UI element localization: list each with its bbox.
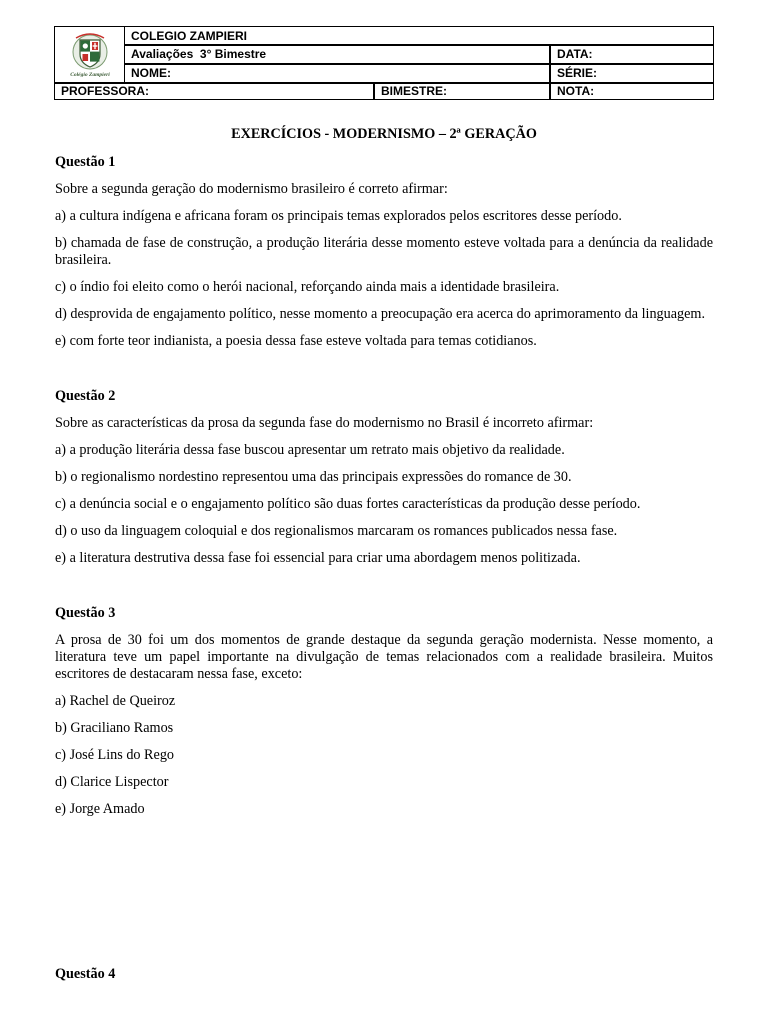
question-2-option-d: d) o uso da linguagem coloquial e dos regionalismos marcaram os romances publicados nessa fase. [55, 523, 618, 539]
question-3-option-c: c) José Lins do Rego [55, 747, 175, 763]
logo-text: Colégio Zampieri [70, 72, 110, 78]
question-3-option-a: a) Rachel de Queiroz [55, 693, 176, 709]
logo-cell [55, 27, 125, 83]
question-1-option-a: a) a cultura indígena e africana foram os principais temas explorados pelos escritores desse período. [55, 208, 622, 224]
name-label: NOME: [131, 66, 171, 80]
question-3-option-e: e) Jorge Amado [55, 801, 145, 817]
question-2-heading: Questão 2 [55, 388, 116, 404]
question-3-option-b: b) Graciliano Ramos [55, 720, 174, 736]
school-name: COLEGIO ZAMPIERI [131, 28, 248, 43]
spacer [55, 577, 713, 605]
question-1-statement: Sobre a segunda geração do modernismo brasileiro é correto afirmar: [55, 181, 448, 197]
question-1-option-c: c) o índio foi eleito como o herói nacional, reforçando ainda mais a identidade brasileira. [55, 279, 560, 295]
question-1-option-b: b) chamada de fase de construção, a produção literária desse momento esteve voltada para a denúncia da realidade brasileira. [55, 235, 713, 268]
question-4-heading: Questão 4 [55, 966, 116, 982]
grade-label: NOTA: [557, 84, 595, 98]
question-2-option-e: e) a literatura destrutiva dessa fase foi essencial para criar uma abordagem menos politizada. [55, 550, 581, 566]
teacher-label: PROFESSORA: [61, 84, 150, 98]
document-body [55, 126, 713, 993]
page-title: EXERCÍCIOS - MODERNISMO – 2ª GERAÇÃO [231, 126, 537, 142]
question-2-option-b: b) o regionalismo nordestino representou uma das principais expressões do romance de 30. [55, 469, 572, 485]
question-2-option-c: c) a denúncia social e o engajamento político são duas fortes características da produção desse período. [55, 496, 641, 512]
question-2-option-a: a) a produção literária dessa fase buscou apresentar um retrato mais objetivo da realidade. [55, 442, 565, 458]
question-1-heading: Questão 1 [55, 154, 116, 170]
bimester-label: BIMESTRE: [381, 84, 447, 98]
question-1-option-e: e) com forte teor indianista, a poesia dessa fase esteve voltada para temas cotidianos. [55, 333, 537, 349]
school-logo [65, 30, 115, 80]
question-3-option-d: d) Clarice Lispector [55, 774, 169, 790]
question-2-statement: Sobre as características da prosa da segunda fase do modernismo no Brasil é incorreto afirmar: [55, 415, 594, 431]
question-3-statement: A prosa de 30 foi um dos momentos de grande destaque da segunda geração modernista. Nesse momento, a literatura teve um papel importante na divulgação de temas relacionados com a realidade brasileira. Muitos escritores de destacaram nessa fase, exceto: [55, 632, 713, 682]
spacer [55, 828, 713, 966]
date-label: DATA: [557, 47, 593, 61]
question-1-option-d: d) desprovida de engajamento político, nesse momento a preocupação era acerca do aprimoramento da linguagem. [55, 306, 705, 322]
question-3-heading: Questão 3 [55, 605, 116, 621]
header-table [54, 26, 714, 100]
evaluation-label: Avaliações 3° Bimestre [131, 47, 267, 61]
series-label: SÉRIE: [557, 66, 598, 80]
spacer [55, 360, 713, 388]
